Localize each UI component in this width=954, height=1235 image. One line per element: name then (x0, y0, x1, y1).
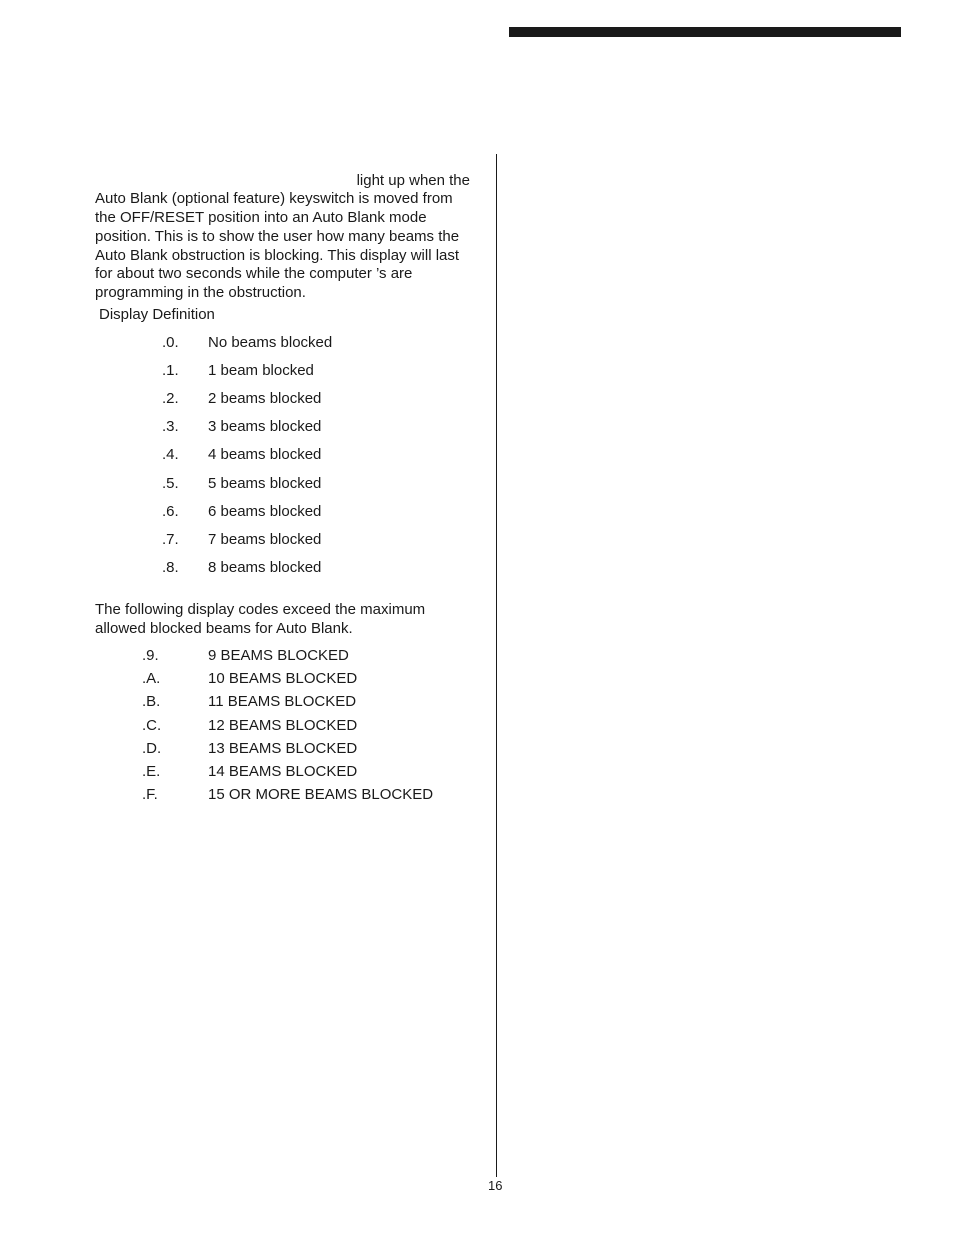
display-code: .7. (162, 530, 179, 548)
code-description: 12 BEAMS BLOCKED (208, 716, 358, 734)
display-code: .2. (162, 390, 179, 408)
display-code: .C. (142, 716, 162, 734)
code-description: 11 BEAMS BLOCKED (208, 693, 357, 711)
code-description: 3 beams blocked (208, 418, 322, 436)
code-description: 13 BEAMS BLOCKED (208, 739, 358, 757)
page-number: 16 (488, 1178, 503, 1193)
display-code: .F. (142, 786, 158, 804)
column-divider (496, 154, 497, 1177)
code-description: 14 BEAMS BLOCKED (208, 763, 358, 780)
display-code: .5. (162, 474, 179, 492)
intro-first-line: light up when the (356, 171, 470, 189)
intro-paragraph (95, 153, 480, 303)
code-description: 7 beams blocked (208, 530, 322, 548)
code-description: 8 beams blocked (208, 558, 322, 576)
display-code: .4. (162, 446, 179, 464)
display-code: .B. (142, 693, 161, 711)
code-description: 10 BEAMS BLOCKED (208, 670, 358, 688)
exceed-note: The following display codes exceed the maximum allowed blocked beams for Auto Blank. (95, 601, 426, 637)
display-code: .8. (162, 558, 179, 576)
code-description: 6 beams blocked (208, 502, 322, 520)
code-description: 1 beam blocked (208, 362, 314, 380)
display-code: .6. (162, 502, 179, 520)
code-description: 9 BEAMS BLOCKED (208, 647, 349, 664)
header-bar (509, 27, 901, 37)
code-description: 15 OR MORE BEAMS BLOCKED (208, 786, 434, 804)
code-description: No beams blocked (208, 334, 333, 351)
display-code: .1. (162, 362, 179, 380)
display-code: .A. (142, 670, 161, 688)
display-code: .E. (142, 763, 161, 780)
code-description: 4 beams blocked (208, 446, 322, 464)
display-code: .9. (142, 647, 159, 664)
definitions-heading: Display Definition (99, 306, 215, 323)
intro-body: Auto Blank (optional feature) keyswitch is moved from the OFF/RESET position into an Auto Blank mode position. This is to show the user how many beams the Auto Blank obstruction is blocking. This display will last for about two seconds while the computer ’s are programming in the obstruction. (95, 190, 460, 301)
display-code: .3. (162, 418, 179, 436)
display-code: .0. (162, 334, 179, 351)
code-description: 5 beams blocked (208, 474, 322, 492)
display-code: .D. (142, 739, 162, 757)
code-description: 2 beams blocked (208, 390, 322, 408)
